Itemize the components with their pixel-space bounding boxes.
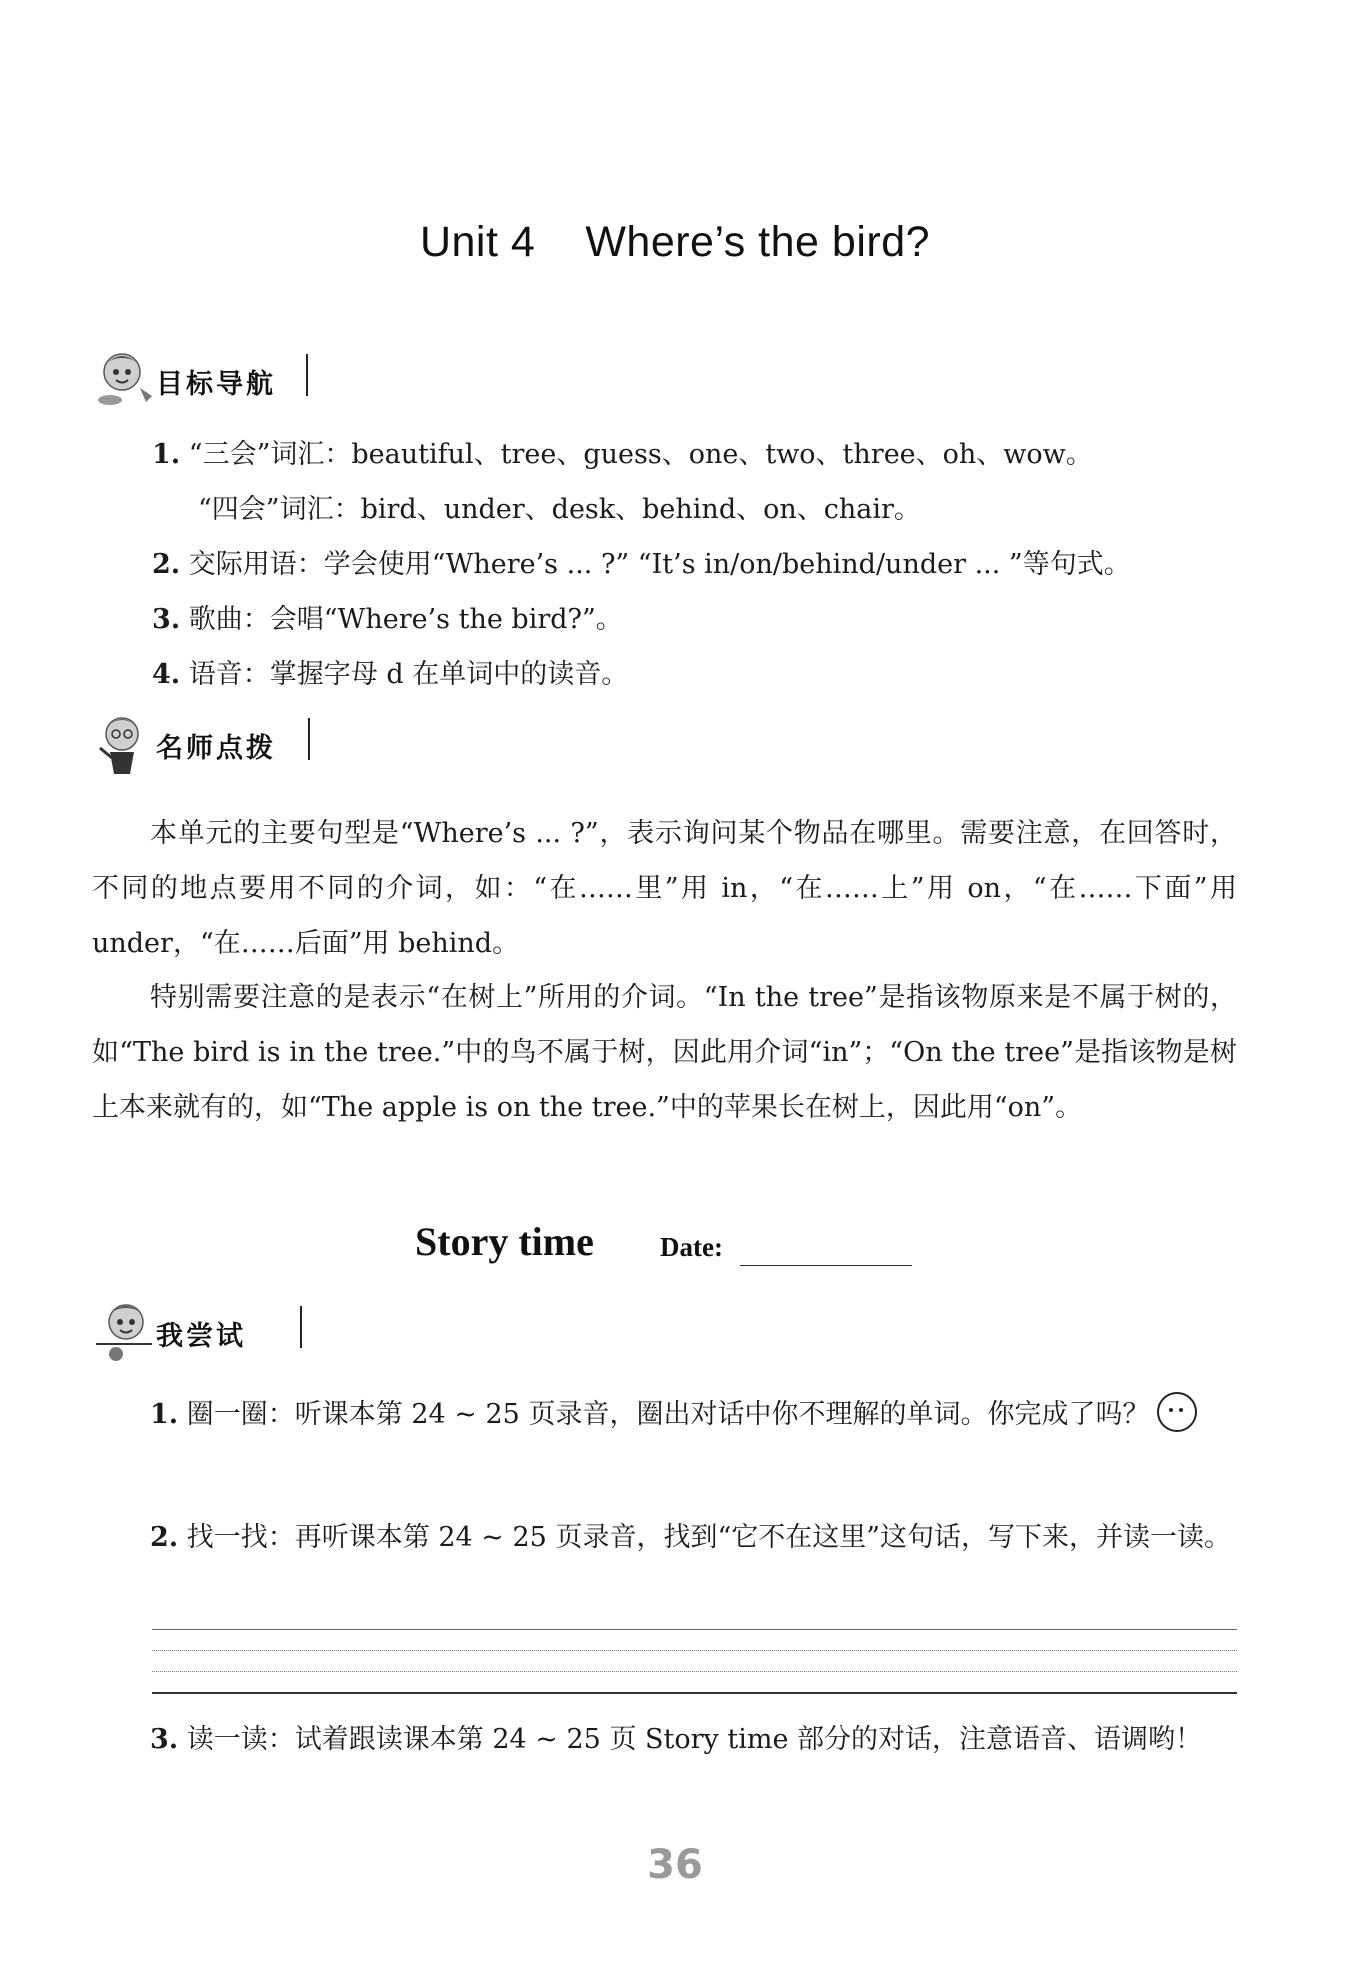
writing-line-dotted[interactable] (152, 1650, 1237, 1651)
item-number: 3. (152, 604, 181, 635)
tips-paragraph: 特别需要注意的是表示“在树上”所用的介词。“In the tree”是指该物原来是不属于树的，如“The bird is in the tree.”中的鸟不属于树，因此用介词“in”；“On the tree”是指该物是树上本来就有的，如“The apple is on the tree.”中的苹果长在树上，因此用“on”。 (92, 982, 1237, 1123)
item-text: 歌曲：会唱“Where’s the bird?”。 (188, 604, 623, 635)
teacher-mascot-icon (92, 712, 158, 778)
writing-line-top[interactable] (152, 1629, 1237, 1630)
item-text: 找一找：再听课本第 24 ~ 25 页录音，找到“它不在这里”这句话，写下来，并读一读。 (186, 1522, 1232, 1553)
item-text: 圈一圈：听课本第 24 ~ 25 页录音，圈出对话中你不理解的单词。你完成了吗？ (186, 1399, 1150, 1430)
tips-paragraph: 本单元的主要句型是“Where’s ... ?”，表示询问某个物品在哪里。需要注意，在回答时，不同的地点要用不同的介词，如：“在……里”用 in，“在……上”用 on，“在……下面”用 under，“在……后面”用 behind。 (92, 818, 1237, 959)
page-number: 36 (647, 1842, 703, 1888)
item-text: 交际用语：学会使用“Where’s ... ?” “It’s in/on/behind/under ... ”等句式。 (188, 549, 1131, 580)
section-title: 名师点拨 (156, 733, 276, 764)
girl-mascot-icon (92, 1300, 158, 1364)
unit-number: Unit 4 (419, 218, 536, 266)
writing-line-baseline[interactable] (152, 1692, 1237, 1694)
header-divider (308, 718, 310, 760)
item-text: “四会”词汇：bird、under、desk、behind、on、chair。 (198, 494, 921, 525)
section-title: 目标导航 (156, 369, 276, 400)
goal-item (152, 546, 1131, 584)
section-header-try (92, 1300, 332, 1360)
item-number: 3. (150, 1724, 179, 1755)
date-field[interactable] (740, 1265, 912, 1266)
try-item (92, 1510, 1237, 1565)
goal-item (152, 656, 628, 694)
item-text: “三会”词汇：beautiful、tree、guess、one、two、three、oh、wow。 (188, 439, 1093, 470)
item-text: 读一读：试着跟读课本第 24 ~ 25 页 Story time 部分的对话，注意语音、语调哟！ (186, 1724, 1203, 1755)
unit-name: Where’s the bird? (585, 218, 931, 266)
smiley-face-icon (1157, 1392, 1197, 1432)
item-text: 语音：掌握字母 d 在单词中的读音。 (188, 659, 629, 690)
item-number: 4. (152, 659, 181, 690)
item-number: 2. (150, 1522, 179, 1553)
header-divider (300, 1306, 302, 1348)
story-title: Story time (415, 1219, 594, 1264)
section-header-goals (92, 348, 332, 408)
page-title (0, 218, 1350, 267)
goal-item (198, 491, 921, 529)
section-header-tips (92, 712, 332, 772)
item-number: 2. (152, 549, 181, 580)
girl-mascot-icon (92, 348, 158, 408)
header-divider (306, 354, 308, 396)
goal-item (152, 601, 623, 639)
try-item (92, 1387, 1237, 1442)
writing-line-dotted[interactable] (152, 1671, 1237, 1672)
item-number: 1. (152, 439, 181, 470)
date-label: Date: (660, 1232, 723, 1262)
item-number: 1. (150, 1399, 179, 1430)
section-title: 我尝试 (156, 1321, 246, 1352)
try-item (92, 1712, 1237, 1767)
goal-item (152, 436, 1093, 474)
